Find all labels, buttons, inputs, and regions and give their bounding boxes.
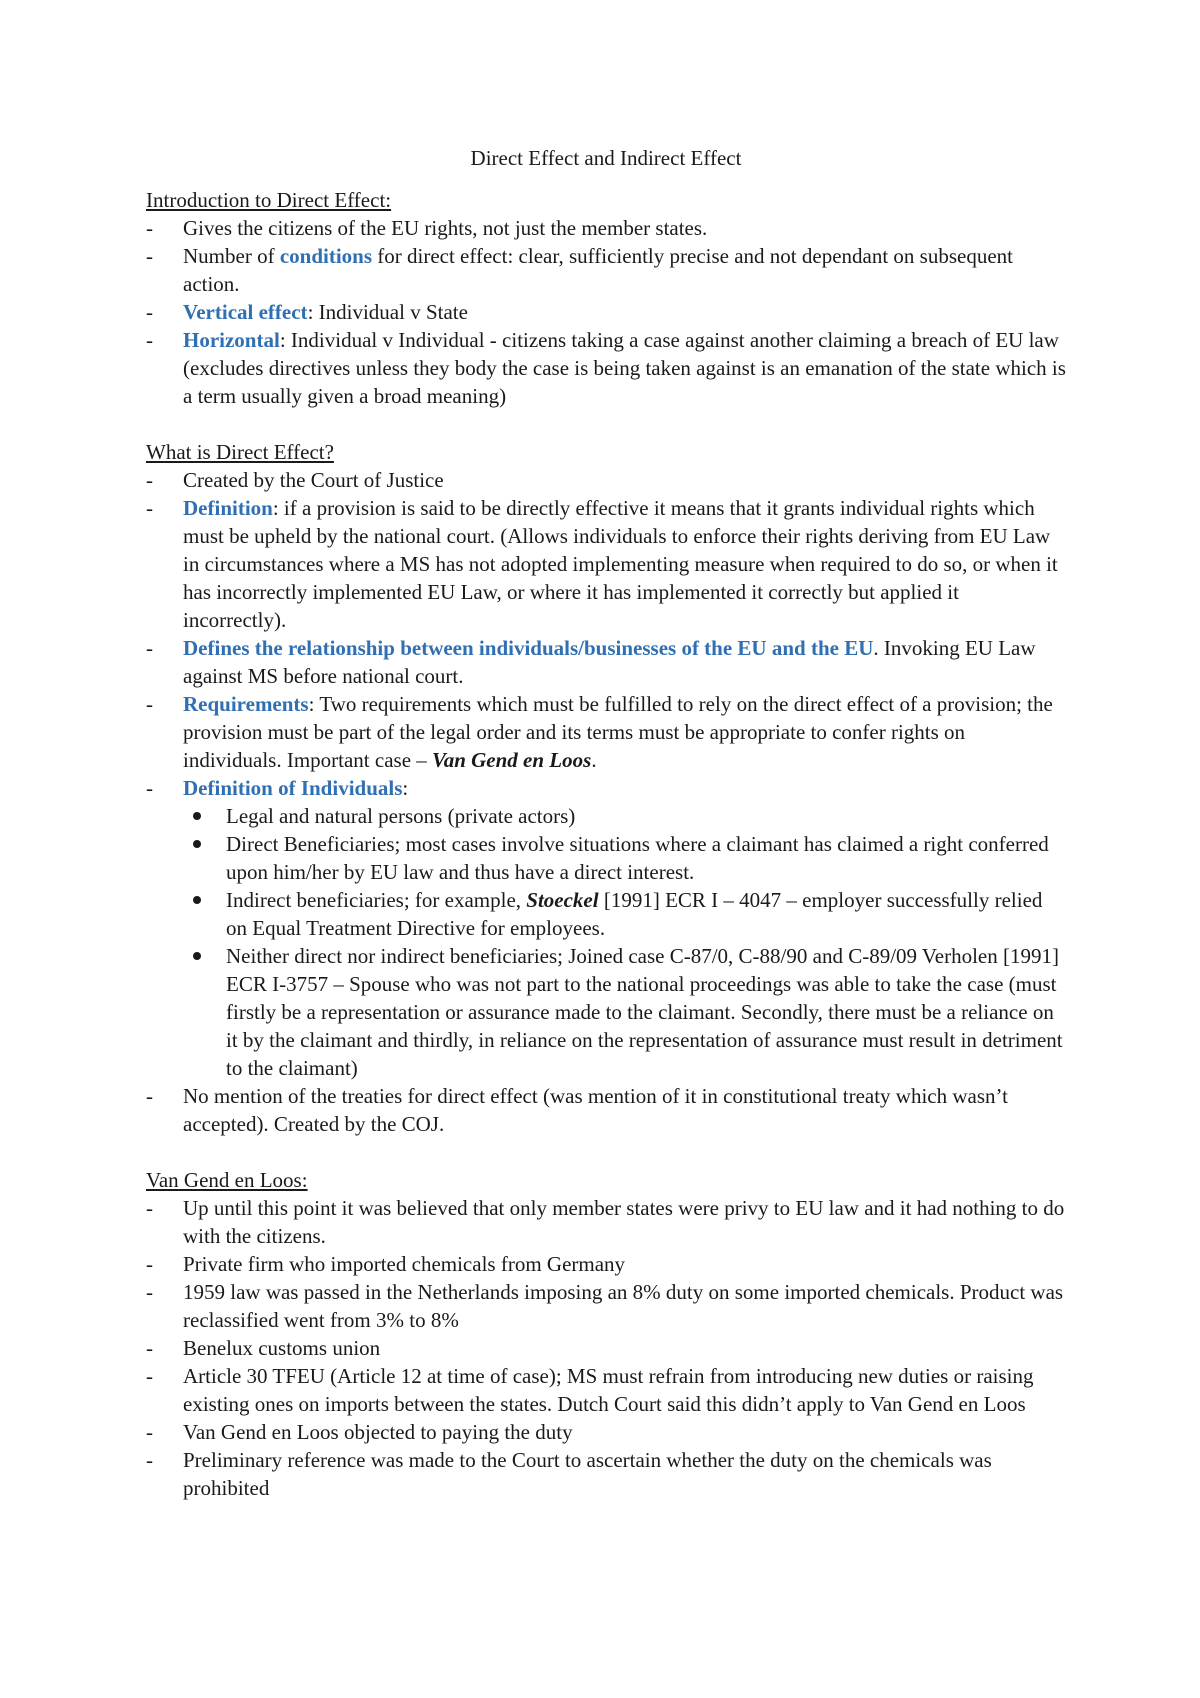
item-text: Van Gend en Loos objected to paying the duty [183,1420,573,1444]
list-item [146,466,1066,494]
dash-list [146,1194,1066,1502]
bullet-item [183,802,1066,830]
bullet-item [183,830,1066,886]
keyword-horizontal: Horizontal [183,328,280,352]
item-text: Article 30 TFEU (Article 12 at time of case); MS must refrain from introducing new duties or raising existing ones on imports between the states. Dutch Court said this didn’t apply to Van Gend en Loos [183,1364,1034,1416]
item-text: Preliminary reference was made to the Court to ascertain whether the duty on the chemicals was prohibited [183,1448,992,1500]
item-text: for direct effect: clear, sufficiently precise and not dependant on subsequent action. [183,244,1013,296]
item-text: . [591,748,597,772]
item-text: Gives the citizens of the EU rights, not just the member states. [183,216,708,240]
item-text: : if a provision is said to be directly effective it means that it grants individual rights which must be upheld by the national court. (Allows individuals to enforce their rights deriving from EU Law in circumstances where a MS has not adopted implementing measure when required to do so, or when it has incorrectly implemented EU Law, or where it has implemented it correctly but applied it incorrectly). [183,496,1058,632]
item-text: 1959 law was passed in the Netherlands imposing an 8% duty on some imported chemicals. Product was reclassified went from 3% to 8% [183,1280,1064,1332]
section-heading-van-gend: Van Gend en Loos: [146,1168,308,1192]
case-name-stoeckel: Stoeckel [526,888,599,912]
section-heading-what-is: What is Direct Effect? [146,440,334,464]
case-name-van-gend: Van Gend en Loos [432,748,592,772]
list-item [146,1194,1066,1250]
item-text: : Individual v Individual - citizens taking a case against another claiming a breach of EU law (excludes directives unless they body the case is being taken against is an emanation of the state which is a term usually given a broad meaning) [183,328,1066,408]
item-text: Neither direct nor indirect beneficiaries; Joined case C-87/0, C-88/90 and C-89/09 Verholen [1991] ECR I-3757 – Spouse who was not part to the national proceedings was able to take the case (must firstly be a representation or assurance made to the claimant. Secondly, there must be a reliance on it by the claimant and thirdly, in reliance on the representation of assurance must result in detriment to the claimant) [226,944,1063,1080]
item-text: [1991] ECR I – 4047 – employer successfully relied on Equal Treatment Directive for employees. [226,888,1043,940]
item-text: Direct Beneficiaries; most cases involve situations where a claimant has claimed a right conferred upon him/her by EU law and thus have a direct interest. [226,832,1049,884]
list-item [146,1250,1066,1278]
list-item [146,214,1066,242]
item-text: No mention of the treaties for direct effect (was mention of it in constitutional treaty which wasn’t accepted). Created by the COJ. [183,1084,1008,1136]
bullet-item [183,942,1066,1082]
document-body [146,144,1066,1530]
list-item [146,1446,1066,1502]
item-text: Indirect beneficiaries; for example, [226,888,527,912]
keyword-requirements: Requirements [183,692,309,716]
item-text: : Two requirements which must be fulfilled to rely on the direct effect of a provision; the provision must be part of the legal order and its terms must be appropriate to confer rights on individuals. Important case – [183,692,1053,772]
item-text: Benelux customs union [183,1336,381,1360]
list-item [146,1334,1066,1362]
list-item [146,1278,1066,1334]
item-text: . Invoking EU Law against MS before national court. [183,636,1036,688]
bullet-list [183,802,1066,1082]
bullet-item [183,886,1066,942]
list-item [146,494,1066,634]
item-text: Up until this point it was believed that only member states were privy to EU law and it had nothing to do with the citizens. [183,1196,1065,1248]
item-text: Number of [183,244,280,268]
list-item [146,242,1066,298]
list-item [146,774,1066,1082]
keyword-definition: Definition [183,496,273,520]
list-item [146,634,1066,690]
document-title: Direct Effect and Indirect Effect [470,146,742,170]
keyword-vertical-effect: Vertical effect [183,300,308,324]
section-what-is-direct-effect [146,438,1066,1138]
item-text: Private firm who imported chemicals from Germany [183,1252,626,1276]
keyword-definition-individuals: Definition of Individuals [183,776,403,800]
list-item [146,326,1066,410]
item-text: : Individual v State [307,300,468,324]
keyword-relationship: Defines the relationship between individuals/businesses of the EU and the EU [183,636,874,660]
item-text: Created by the Court of Justice [183,468,444,492]
item-text: : [402,776,409,800]
dash-list [146,466,1066,1138]
list-item [146,1362,1066,1418]
item-text: Legal and natural persons (private actors) [226,804,576,828]
section-van-gend-en-loos [146,1166,1066,1502]
list-item [146,690,1066,774]
section-introduction [146,186,1066,410]
list-item [146,1418,1066,1446]
section-heading-introduction: Introduction to Direct Effect: [146,188,392,212]
dash-list [146,214,1066,410]
list-item [146,298,1066,326]
list-item [146,1082,1066,1138]
keyword-conditions: conditions [279,244,373,268]
